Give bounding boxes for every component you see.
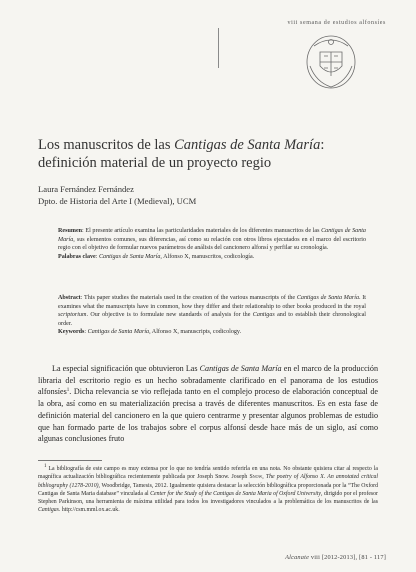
palabras-clave-label: Palabras clave bbox=[58, 253, 96, 260]
page-folio: Alcanate viii [2012-2013], [81 - 117] bbox=[285, 554, 386, 561]
running-head: viii semana de estudios alfonsíes bbox=[287, 20, 386, 26]
heraldic-emblem-icon bbox=[302, 32, 360, 92]
resumen-label: Resumen bbox=[58, 228, 83, 234]
abstract-label: Abstract bbox=[58, 295, 81, 301]
author-affiliation: Dpto. de Historia del Arte I (Medieval), UCM bbox=[38, 196, 197, 206]
body-paragraph: La especial significación que obtuvieron Las Cantigas de Santa María en el marco de la producción libraria del escritorio regio es un hecho sobradamente clarificado en el panorama de los estudios alfonsíes$^1$. Dicha relevancia se vio reflejada tanto en el complejo proceso de elaboración conceptual de la obra, así como en su materialización precisa a través de diferentes manuscritos. Es en esta fase de definición material del cancionero en la que quiero centrarme y presentar algunos problemas de estudio que han formado parte de los trabajos sobre el corpus alfonsí desde hace más de un siglo, así como algunas conclusiones fruto bbox=[38, 364, 379, 444]
footnote-1: $^1$ La bibliografía de este campo es muy extensa por lo que no tendría sentido referirla en una nota. No obstante quisiera citar al respecto la magnífica actualización bibliográfica recientemente publicada por Joseph Snow. Joseph Snow, The poetry of Alfonso X. An annotated critical bibliography (1278-2010), Woodbridge, Tamesis, 2012. Igualmente quisiera destacar la selección bibliográfica proporcionada por la “The Oxford Cantigas de Santa Maria database” vinculada al Center for the Study of the Cantigas de Santa Maria of Oxford University, dirigido por el profesor Stephen Parkinson, una herramienta de máxima utilidad para todos los investigadores vinculados a la problemática de los manuscritos de las Cantigas. http://csm.mml.ox.ac.uk. bbox=[38, 464, 378, 514]
footnote-rule bbox=[38, 460, 102, 461]
resumen-block: Resumen: El presente artículo examina las particularidades materiales de los diferentes manuscritos de las Cantigas de Santa María, sus elementos comunes, sus diferencias, así como su relación con otros libros ejecutados en el marco del escritorio regio con el objetivo de formular nuevos parámetros de análisis del cancionero alfonsí y perfilar su cronología. Palabras clave: Cantigas de Santa María, Alfonso X, manuscritos, codicología. bbox=[58, 228, 366, 260]
article-title: Los manuscritos de las Cantigas de Santa María: definición material de un proyecto regio bbox=[38, 137, 325, 171]
footnote-ref[interactable]: 1 bbox=[66, 388, 70, 394]
keywords-label: Keywords bbox=[58, 329, 85, 336]
header-rule bbox=[218, 28, 219, 68]
abstract-block: Abstract: This paper studies the materials used in the creation of the various manuscripts of the Cantigas de Santa María. It examines what the manuscripts have in common, how they differ and their relationship to other books produced in the royal scriptorium. Our objective is to formulate new standards of analysis for the Cantigas and to establish their chronological order. Keywords: Cantigas de Santa María, Alfonso X, manuscripts, codicology. bbox=[58, 295, 367, 336]
author-name: Laura Fernández Fernández bbox=[38, 184, 134, 194]
